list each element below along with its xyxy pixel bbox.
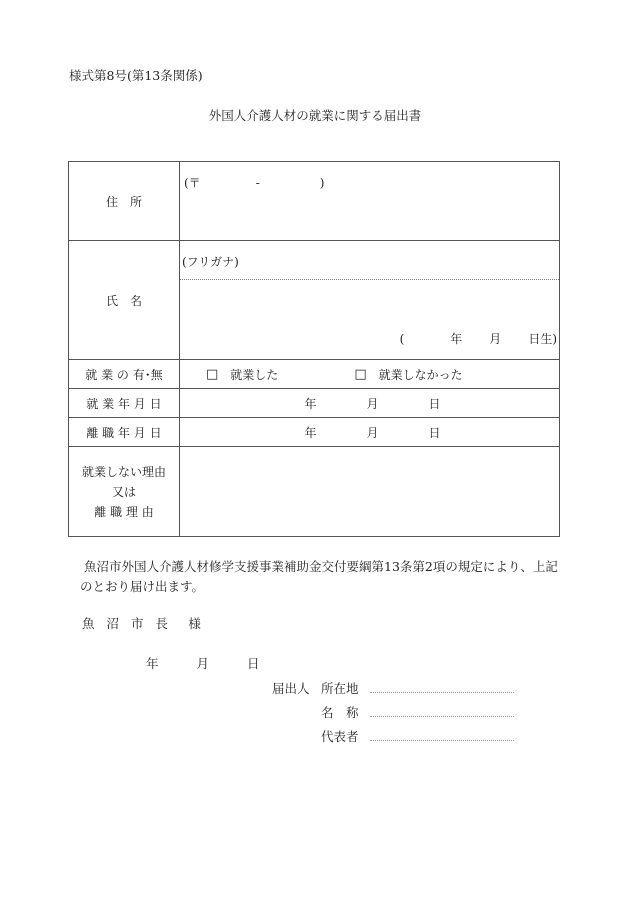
separation-month: 月 [366,425,379,440]
address-signature-label: 所在地 [321,681,359,696]
employment-date-label: 就 業 年 月 日 [69,389,180,418]
submission-month: 月 [196,656,210,671]
statement-line2: のとおり届け出ます。 [80,579,205,594]
form-number: 様式第8号(第13条関係) [69,68,203,83]
employed-checkbox[interactable]: □ [206,366,219,382]
employment-status-field [180,360,560,389]
furigana-area[interactable] [180,241,559,280]
separation-day: 日 [428,425,441,440]
not-employed-option[interactable] [354,366,462,383]
employment-status-label: 就 業 の 有･無 [69,360,180,389]
company-name-label: 名 称 [321,705,359,720]
company-name-line[interactable] [370,716,514,717]
submission-date [146,654,260,672]
employment-day: 日 [428,396,441,411]
birth-year: 年 [450,332,463,346]
reason-field[interactable] [180,447,560,537]
employment-status-row [69,360,560,389]
employment-month: 月 [366,396,379,411]
separation-date-row [69,418,560,447]
reason-label-line2: 又は [111,484,136,499]
birth-open: ( [399,332,405,346]
employed-option-label: 就業した [230,367,279,382]
notifier-label: 届出人 [272,681,310,696]
reason-label-line3: 離 職 理 由 [94,504,154,519]
reason-label [69,447,180,537]
addressee: 魚 沼 市 長 様 [82,616,205,631]
name-label: 氏 名 [69,241,180,360]
representative-label: 代表者 [321,729,359,744]
submission-year: 年 [146,656,159,671]
full-name-area[interactable] [180,280,559,359]
postal-dash: - [255,176,260,190]
separation-year: 年 [304,425,317,440]
employment-date-field[interactable] [180,389,560,418]
representative-line[interactable] [370,740,514,741]
statement-text [80,557,564,597]
address-field[interactable] [180,162,560,241]
postal-open: (〒 [184,176,201,190]
name-field[interactable] [180,241,560,360]
employed-option[interactable] [206,366,278,383]
not-employed-option-label: 就業しなかった [378,367,463,382]
not-employed-checkbox[interactable]: □ [354,366,367,382]
reason-row [69,447,560,537]
birth-date-line [400,330,557,347]
reason-label-line1: 就業しない理由 [81,464,166,479]
document-title: 外国人介護人材の就業に関する届出書 [208,108,422,123]
notification-form-table [68,161,560,537]
separation-date-field[interactable] [180,418,560,447]
separation-date-label: 離 職 年 月 日 [69,418,180,447]
birth-day: 日生) [528,332,557,346]
address-label: 住 所 [69,162,180,241]
submission-day: 日 [247,656,260,671]
birth-month: 月 [489,332,502,346]
name-row [69,241,560,360]
furigana-label: (フリガナ) [182,255,239,269]
employment-year: 年 [304,396,317,411]
address-signature-line[interactable] [370,692,514,693]
address-row [69,162,560,241]
employment-date-row [69,389,560,418]
postal-close: ) [319,176,325,190]
statement-line1: 魚沼市外国人介護人材修学支援事業補助金交付要綱第13条第2項の規定により、上記 [84,559,558,574]
postal-code-line [184,174,324,191]
